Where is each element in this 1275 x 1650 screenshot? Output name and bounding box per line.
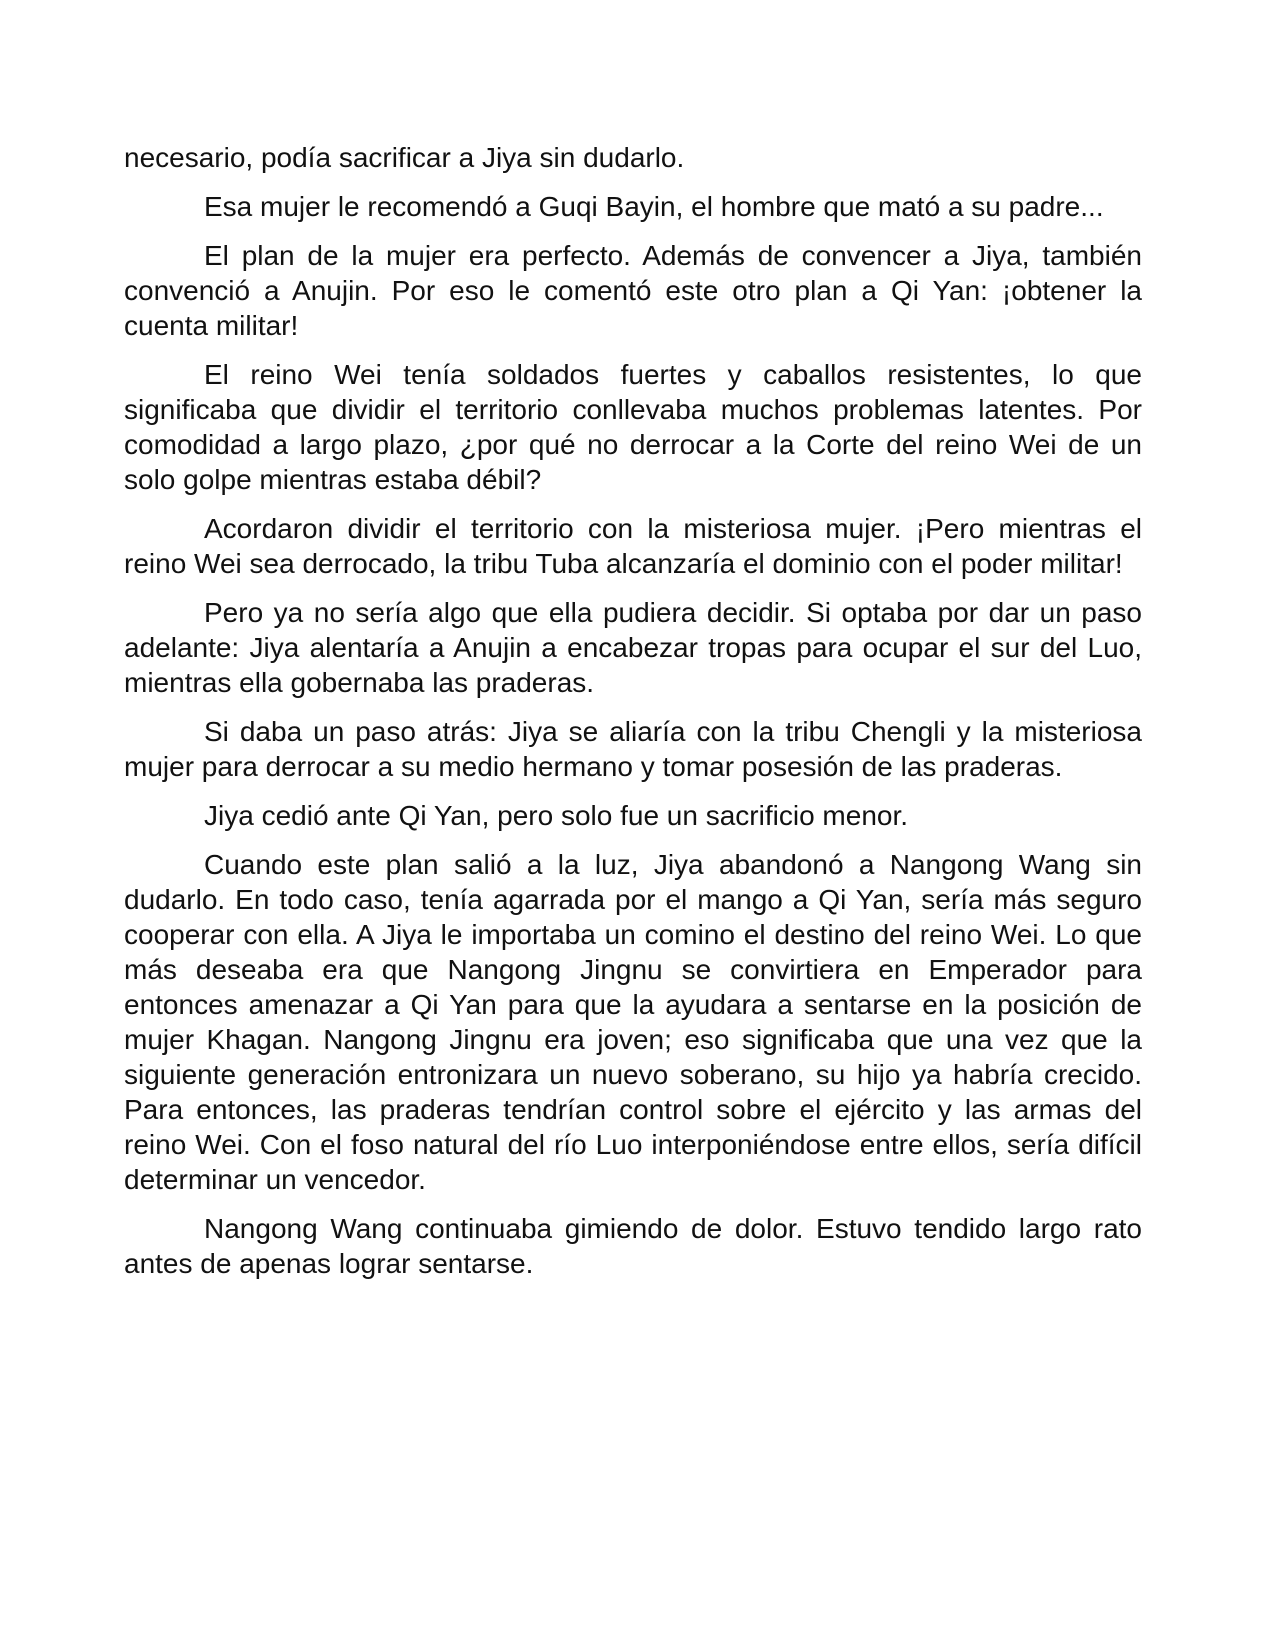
paragraph-5: Acordaron dividir el territorio con la misteriosa mujer. ¡Pero mientras el reino Wei sea derrocado, la tribu Tuba alcanzaría el dominio con el poder militar!: [124, 513, 1142, 579]
paragraph-1: necesario, podía sacrificar a Jiya sin dudarlo.: [124, 142, 685, 173]
paragraph-2: Esa mujer le recomendó a Guqi Bayin, el hombre que mató a su padre...: [204, 191, 1104, 222]
document-page: [124, 140, 1142, 1295]
paragraph-8: Jiya cedió ante Qi Yan, pero solo fue un sacrificio menor.: [204, 800, 909, 831]
paragraph-4: El reino Wei tenía soldados fuertes y caballos resistentes, lo que significaba que dividir el territorio conllevaba muchos problemas latentes. Por comodidad a largo plazo, ¿por qué no derrocar a la Corte del reino Wei de un solo golpe mientras estaba débil?: [124, 359, 1142, 495]
paragraph-7: Si daba un paso atrás: Jiya se aliaría con la tribu Chengli y la misteriosa mujer para derrocar a su medio hermano y tomar posesión de las praderas.: [124, 716, 1142, 782]
paragraph-10: Nangong Wang continuaba gimiendo de dolor. Estuvo tendido largo rato antes de apenas lograr sentarse.: [124, 1213, 1142, 1279]
paragraph-9: Cuando este plan salió a la luz, Jiya abandonó a Nangong Wang sin dudarlo. En todo caso, tenía agarrada por el mango a Qi Yan, sería más seguro cooperar con ella. A Jiya le importaba un comino el destino del reino Wei. Lo que más deseaba era que Nangong Jingnu se convirtiera en Emperador para entonces amenazar a Qi Yan para que la ayudara a sentarse en la posición de mujer Khagan. Nangong Jingnu era joven; eso significaba que una vez que la siguiente generación entronizara un nuevo soberano, su hijo ya habría crecido. Para entonces, las praderas tendrían control sobre el ejército y las armas del reino Wei. Con el foso natural del río Luo interponiéndose entre ellos, sería difícil determinar un vencedor.: [124, 849, 1142, 1195]
paragraph-6: Pero ya no sería algo que ella pudiera decidir. Si optaba por dar un paso adelante: Jiya alentaría a Anujin a encabezar tropas para ocupar el sur del Luo, mientras ella gobernaba las praderas.: [124, 597, 1142, 698]
paragraph-3: El plan de la mujer era perfecto. Además de convencer a Jiya, también convenció a Anujin. Por eso le comentó este otro plan a Qi Yan: ¡obtener la cuenta militar!: [124, 240, 1142, 341]
